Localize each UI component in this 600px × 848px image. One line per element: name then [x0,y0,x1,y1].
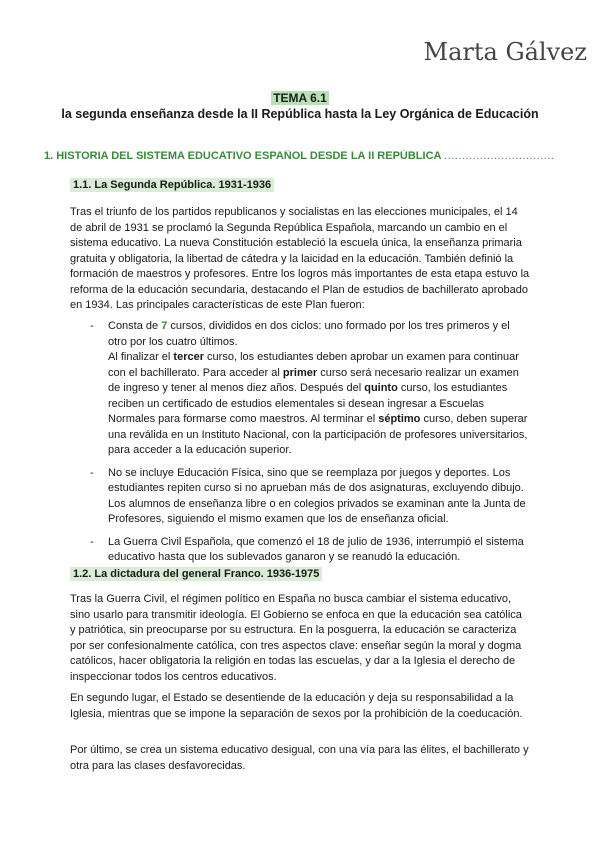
paragraph-republic-intro-text: Tras el triunfo de los partidos republicanos y socialistas en las elecciones municipales, el 14 de abril de 1931 se proclamó la Segunda República Española, marcando un cambio en el sistema educativo. La nueva Constitución estableció la escuela única, la enseñanza primaria gratuita y obligatoria, la libertad de cátedra y la laicidad en la educación. También definió la formación de maestros y profesores. Entre los logros más importantes de esta etapa estuvo la reforma de la educación secundaria, destacando el Plan de estudios de bachillerato aprobado en 1934. Las principales características de este Plan fueron: [70,206,530,311]
paragraph-franco-2 [70,691,530,722]
section-heading-1-text: 1. HISTORIA DEL SISTEMA EDUCATIVO ESPAÑOL DESDE LA II REPÚBLICA [44,150,442,162]
paragraph-franco-3 [70,743,530,774]
topic-label [0,89,600,107]
list-item-text: La Guerra Civil Española, que comenzó el 18 de julio de 1936, interrumpió el sistema educativo hasta que los sublevados ganaron y se reanudó la educación. [108,535,524,563]
bullet-dash-icon: - [90,535,94,548]
bullet-dash-icon: - [90,466,94,479]
paragraph-republic-intro [70,205,530,314]
bullet-dash-icon: - [90,320,94,332]
list-item-text: Consta de 7 cursos, divididos en dos ciclos: uno formado por los tres primeros y el otro por los cuatro últimos. [108,320,510,348]
topic-label-text: TEMA 6.1 [273,91,327,105]
list-item-text: No se incluye Educación Física, sino que se reemplaza por juegos y deportes. Los estudiantes repiten curso si no aprueban más de dos asignaturas, excluyendo dibujo. Los alumnos de enseñanza libre o en colegios privados se examinan ante la Junta de Profesores, siguiendo el mismo examen que los de enseñanza oficial. [108,466,526,525]
document-title: la segunda enseñanza desde la II República hasta la Ley Orgánica de Educación [61,107,539,121]
paragraph-franco-2-text: En segundo lugar, el Estado se desentiende de la educación y deja su responsabilidad a la Iglesia, mientras que se impone la separación de sexos por la prohibición de la coeducación. [70,692,523,720]
list-item [70,319,530,459]
paragraph-franco-1-text: Tras la Guerra Civil, el régimen político en España no busca cambiar el sistema educativo, sino usarlo para transmitir ideología. El Gobierno se enfoca en que la educación sea católica y patriótica, sin preocuparse por su estructura. En la posguerra, la educación se caracteriza por ser confesionalmente católica, con tres aspectos clave: enseñar según la moral y dogma católicos, hacer obligatoria la religión en todas las escuelas, y dar a la Iglesia el derecho de inspeccionar todos los centros educativos. [70,593,522,683]
section-heading-1 [44,150,564,162]
subsection-heading-1-2: 1.2. La dictadura del general Franco. 1936-1975 [70,567,322,581]
section-heading-1-leader: ............................... [444,150,555,162]
paragraph-franco-3-text: Por último, se crea un sistema educativo desigual, con una vía para las élites, el bachillerato y otra para las clases desfavorecidas. [70,744,529,772]
list-item-text-2: Al finalizar el tercer curso, los estudiantes deben aprobar un examen para continuar con el bachillerato. Para acceder al primer curso será necesario realizar un examen de ingreso y tener al menos diez años. Después del quinto curso, los estudiantes reciben un certificado de estudios elementales si desean ingresar a Escuelas Normales para formarse como maestros. Al terminar el séptimo curso, deben superar una reválida en un Instituto Nacional, con la participación de profesores universitarios, para acceder a la educación superior. [108,351,528,456]
paragraph-franco-1 [70,592,530,685]
plan-characteristics-list [70,319,530,573]
subsection-heading-1-1: 1.1. La Segunda República. 1931-1936 [70,178,274,192]
author-name: Marta Gálvez [423,38,587,66]
list-item [70,466,530,528]
list-item [70,535,530,566]
course-count: 7 [161,320,168,332]
